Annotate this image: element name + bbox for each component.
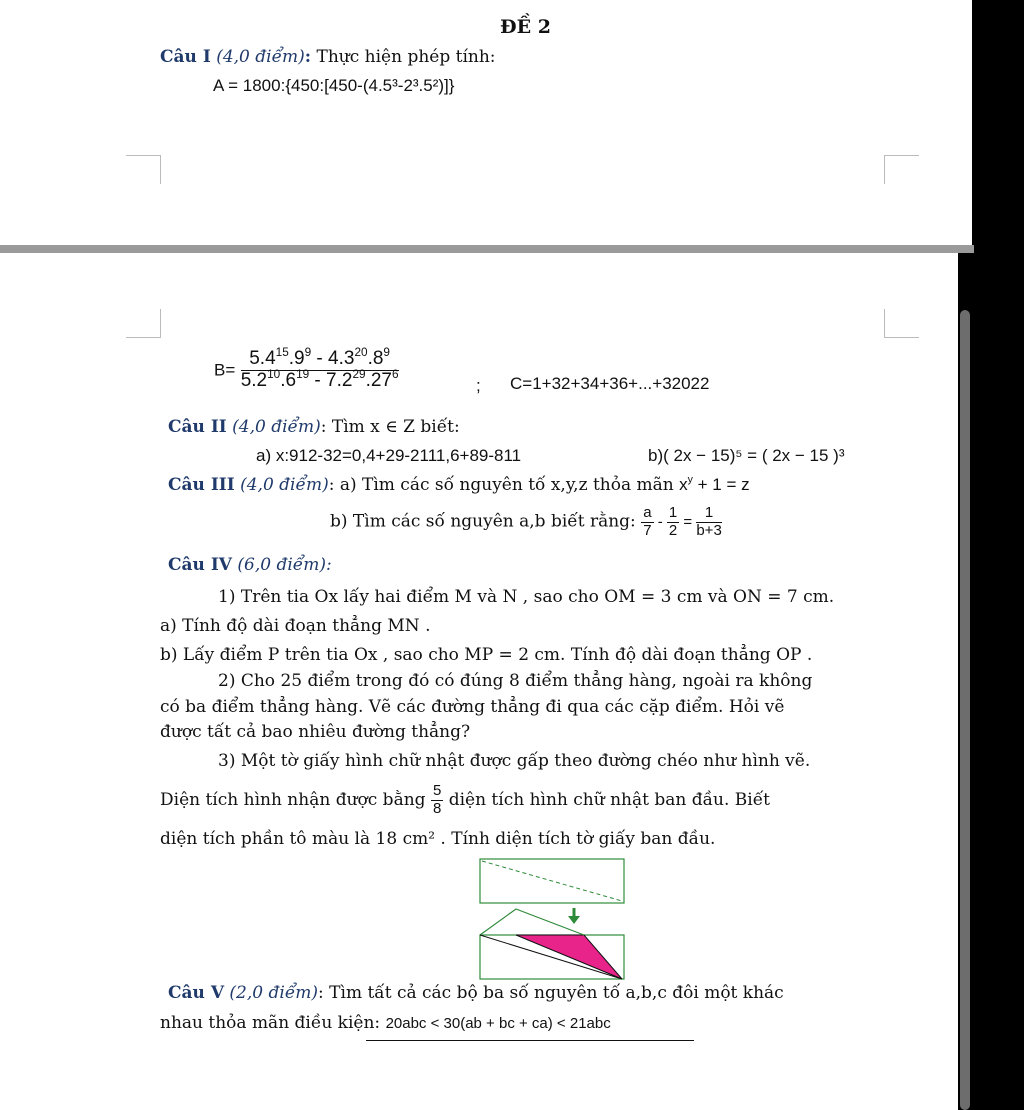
question-2-heading: Câu II (4,0 điểm): Tìm x ∈ Z biết:: [168, 417, 460, 437]
scrollbar[interactable]: [960, 310, 970, 1110]
page-separator: [0, 245, 974, 253]
expression-a: A = 1800:{450:[450-(4.5³-2³.5²)]}: [213, 76, 455, 95]
fraction-b-numerator: $5.4^{15}.9^9 - 4.3^{20}.8^9$: [241, 349, 399, 371]
question-5-line1: Câu V (2,0 điểm): Tìm tất cả các bộ ba số nguyên tố a,b,c đôi một khác: [168, 983, 784, 1003]
folded-paper-figure: [470, 853, 635, 983]
page-1: [0, 0, 972, 245]
question-1-heading: Câu I (4,0 điểm): Thực hiện phép tính:: [160, 47, 496, 67]
question-4-part3-line2: Diện tích hình nhận được bằng $\frac{5}{8}$ diện tích hình chữ nhật ban đầu. Biết: [160, 782, 771, 817]
question-3-heading: Câu III (4,0 điểm): a) Tìm các số nguyên tố x,y,z thỏa mãn $x^y + 1 = z$: [168, 473, 750, 495]
separator-semicolon: ;: [476, 376, 481, 395]
question-3b: b) Tìm các số nguyên a,b biết rằng: $\frac{a}{7}$ - $\frac{1}{2}$ = $\frac{1}{b+3}$: [330, 504, 722, 539]
underline-rule: [366, 1040, 694, 1041]
fraction-b-denominator: $5.2^{10}.6^{19} - 7.2^{29}.27^6$: [240, 367, 399, 391]
question-4-heading: Câu IV (6,0 điểm):: [168, 555, 332, 575]
question-4-part2-line1: 2) Cho 25 điểm trong đó có đúng 8 điểm thẳng hàng, ngoài ra không: [218, 671, 813, 691]
down-arrow-icon: [568, 908, 580, 924]
folded-flap-outline: [480, 909, 584, 935]
question-2b: b)( 2x − 15)⁵ = ( 2x − 15 )³: [648, 446, 845, 465]
question-4-part3-line1: 3) Một tờ giấy hình chữ nhật được gấp theo đường chéo như hình vẽ.: [218, 751, 811, 771]
fraction-5-8: $\frac{5}{8}$: [432, 782, 442, 817]
page-corner-mark: [884, 309, 919, 338]
question-4-part2-line2: có ba điểm thẳng hàng. Vẽ các đường thẳng đi qua các cặp điểm. Hỏi vẽ: [160, 697, 785, 717]
page-2: [0, 253, 958, 1110]
question-2a: a) x:912-32=0,4+29-2111,6+89-811: [256, 446, 522, 465]
question-4-part1: 1) Trên tia Ox lấy hai điểm M và N , sao cho OM = 3 cm và ON = 7 cm.: [218, 587, 835, 607]
question-4-part1b: b) Lấy điểm P trên tia Ox , sao cho MP = 2 cm. Tính độ dài đoạn thẳng OP .: [160, 645, 813, 665]
expression-c: C=1+32+34+36+...+32022: [510, 374, 710, 393]
question-4-part3-line3: diện tích phần tô màu là 18 cm² . Tính diện tích tờ giấy ban đầu.: [160, 829, 716, 849]
page-corner-mark: [126, 155, 161, 184]
question-4-part2-line3: được tất cả bao nhiêu đường thẳng?: [160, 722, 471, 742]
equation-xyz: $x^y + 1 = z$: [679, 473, 750, 494]
page-corner-mark: [884, 155, 919, 184]
condition-inequality: 20abc < 30(ab + bc + ca) < 21abc: [385, 1015, 611, 1032]
fraction-b: [240, 345, 399, 392]
expression-b: [214, 345, 399, 392]
exam-title: ĐỀ 2: [500, 16, 551, 38]
b-label: B=: [214, 360, 236, 380]
page-corner-mark: [126, 309, 161, 338]
question-4-part1a: a) Tính độ dài đoạn thẳng MN .: [160, 616, 431, 636]
question-5-line2: nhau thỏa mãn điều kiện: 20abc < 30(ab + bc + ca) < 21abc: [160, 1013, 611, 1033]
fraction-equation: $\frac{a}{7}$ - $\frac{1}{2}$ = $\frac{1}{b+3}$: [643, 504, 722, 539]
